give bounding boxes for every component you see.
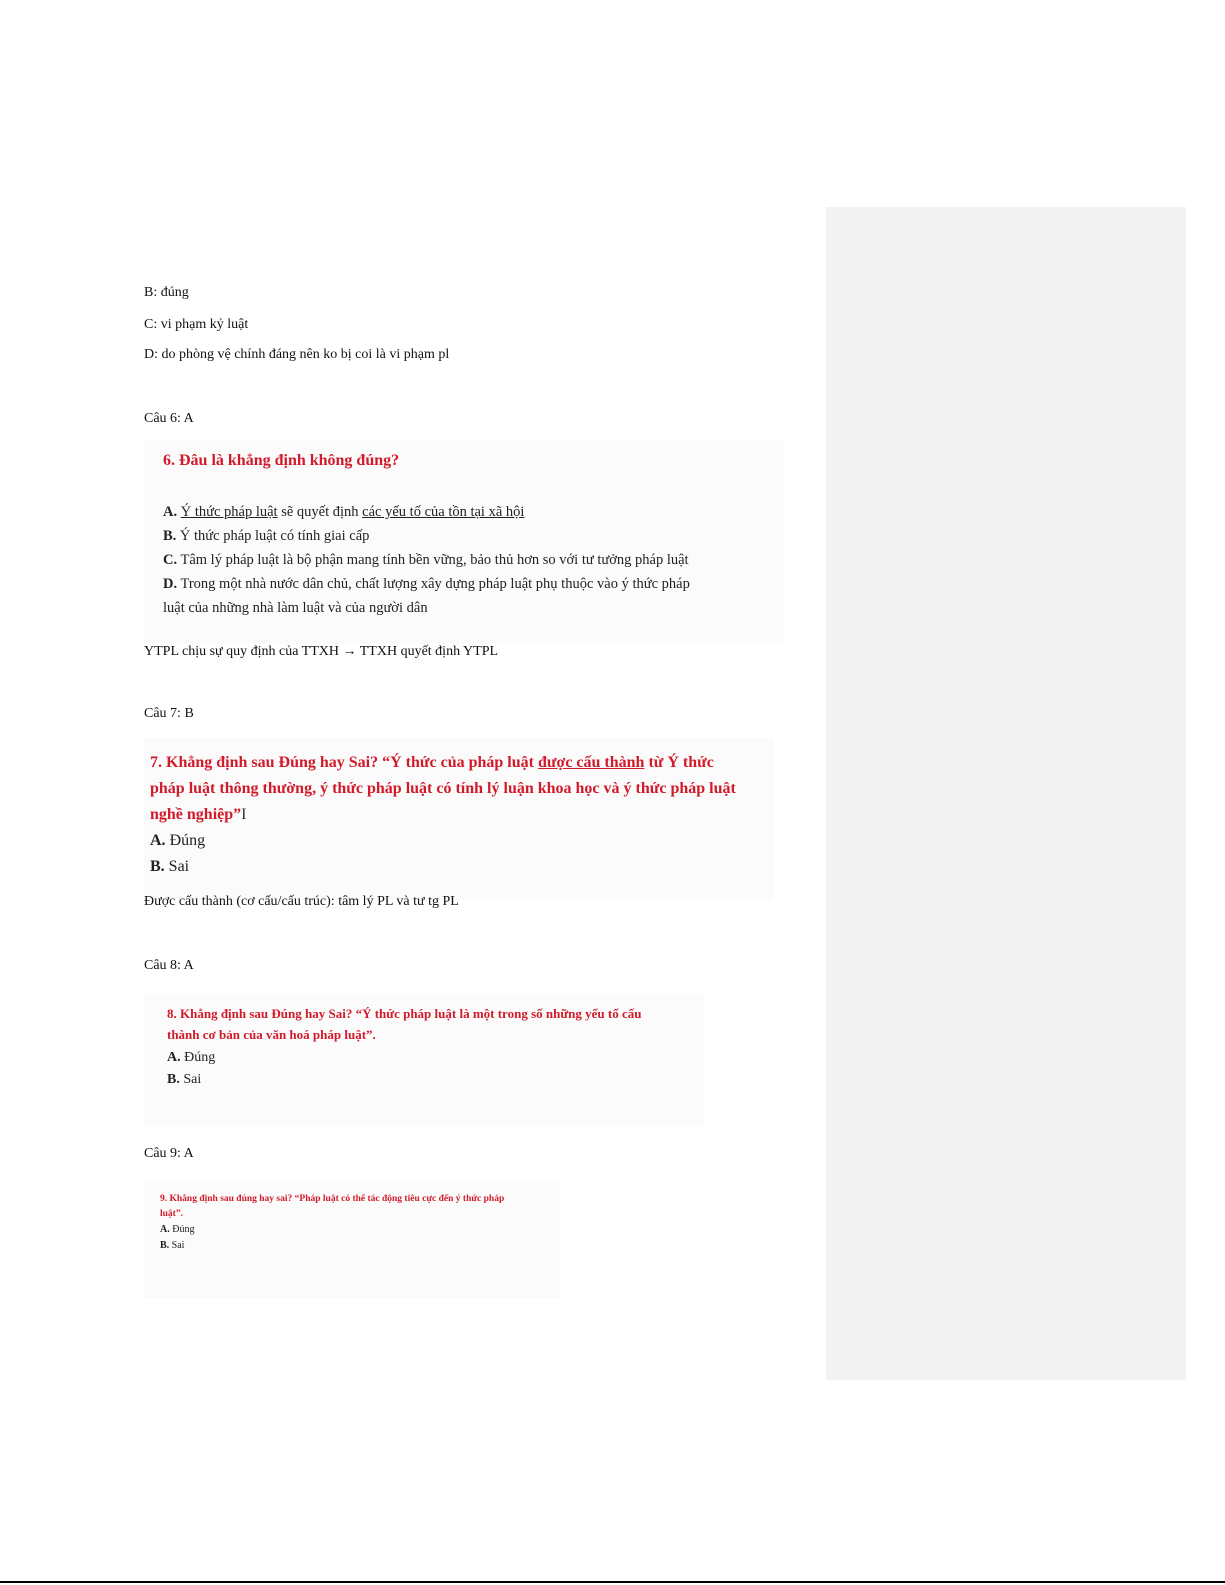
q8-question-line-1: 8. Khẳng định sau Đúng hay Sai? “Ý thức pháp luật là một trong số những yếu tố cấu <box>167 1006 642 1021</box>
text-cursor-icon: I <box>241 806 247 823</box>
q6-option-c: C. Tâm lý pháp luật là bộ phận mang tính bền vững, bảo thủ hơn so với tư tưởng pháp luật <box>163 552 689 568</box>
q6-option-d: D. Trong một nhà nước dân chủ, chất lượng xây dựng pháp luật phụ thuộc vào ý thức pháp luật của những nhà làm luật và của người dân <box>163 576 690 616</box>
q9-question-image <box>144 1180 560 1298</box>
q8-question-image <box>144 995 704 1125</box>
q9-answer-heading: Câu 9: A <box>144 1146 194 1161</box>
q8-answer-heading: Câu 8: A <box>144 958 194 973</box>
answer-b-line: B: đúng <box>144 285 189 300</box>
q7-option-a: A. Đúng <box>150 832 206 849</box>
comment-pane <box>826 207 1186 1380</box>
q8-option-a: A. Đúng <box>167 1050 216 1065</box>
q7-answer-heading: Câu 7: B <box>144 706 194 721</box>
q6-option-b: B. Ý thức pháp luật có tính giai cấp <box>163 528 370 544</box>
q7-option-b: B. Sai <box>150 858 190 875</box>
q7-note: Được cấu thành (cơ cấu/cấu trúc): tâm lý PL và tư tg PL <box>144 894 459 909</box>
q6-option-a: A. Ý thức pháp luật sẽ quyết định các yếu tố của tồn tại xã hội <box>163 504 525 520</box>
q9-question-line-1: 9. Khẳng định sau đúng hay sai? “Pháp luật có thể tác động tiêu cực đến ý thức pháp <box>160 1194 505 1204</box>
q6-question-text: 6. Đâu là khẳng định không đúng? <box>163 452 400 469</box>
q6-note: YTPL chịu sự quy định của TTXH → TTXH quyết định YTPL <box>144 644 499 659</box>
q7-question-line-2: pháp luật thông thường, ý thức pháp luật có tính lý luận khoa học và ý thức pháp luật <box>150 780 736 797</box>
answer-c-line: C: vi phạm kỷ luật <box>144 317 249 332</box>
page-bottom-rule <box>0 1581 1225 1583</box>
q9-option-a: A. Đúng <box>160 1224 195 1235</box>
answer-d-line: D: do phòng vệ chính đáng nên ko bị coi là vi phạm pl <box>144 347 450 362</box>
q8-question-line-2: thành cơ bản của văn hoá pháp luật”. <box>167 1027 376 1042</box>
q6-question-image <box>144 440 784 644</box>
q9-option-b: B. Sai <box>160 1240 185 1251</box>
q8-option-b: B. Sai <box>167 1072 202 1087</box>
q9-question-line-2: luật”. <box>160 1209 183 1219</box>
q7-question-image <box>144 738 774 900</box>
q7-question-line-1: 7. Khẳng định sau Đúng hay Sai? “Ý thức của pháp luật được cấu thành từ Ý thức <box>150 754 714 771</box>
q6-answer-heading: Câu 6: A <box>144 411 194 426</box>
q7-question-line-3: nghề nghiệp”I <box>150 806 247 823</box>
